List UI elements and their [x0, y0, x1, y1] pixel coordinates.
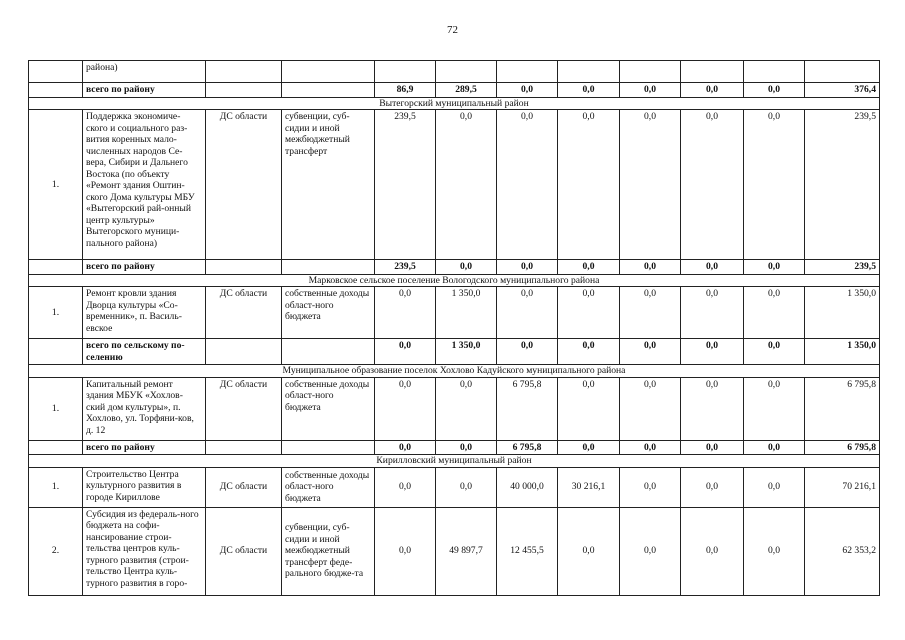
value-cell: 0,0: [744, 83, 805, 98]
customer-cell: [206, 83, 282, 98]
value-cell: 0,0: [436, 110, 497, 260]
value-cell: 0,0: [620, 467, 681, 507]
item-name-cell: района): [83, 61, 206, 83]
value-cell: 0,0: [497, 339, 558, 365]
value-cell: 70 216,1: [805, 467, 880, 507]
value-cell: 0,0: [620, 440, 681, 455]
row-number-cell: 1.: [29, 110, 83, 260]
customer-cell: [206, 339, 282, 365]
table-row: [29, 507, 880, 595]
budget-table: [28, 60, 880, 596]
value-cell: 239,5: [375, 110, 436, 260]
table-row: [29, 83, 880, 98]
customer-cell: [206, 440, 282, 455]
value-cell: 6 795,8: [805, 440, 880, 455]
table-row: [29, 377, 880, 440]
value-cell: 1 350,0: [436, 339, 497, 365]
table-row: [29, 287, 880, 339]
table-row: [29, 455, 880, 468]
value-cell: 239,5: [805, 110, 880, 260]
value-cell: 0,0: [497, 287, 558, 339]
value-cell: 0,0: [744, 377, 805, 440]
value-cell: 0,0: [375, 440, 436, 455]
value-cell: 0,0: [681, 260, 744, 275]
value-cell: 0,0: [681, 440, 744, 455]
table-row: [29, 260, 880, 275]
value-cell: 0,0: [744, 260, 805, 275]
row-number-cell: 2.: [29, 507, 83, 595]
value-cell: 0,0: [558, 110, 620, 260]
table-row: [29, 339, 880, 365]
row-number-cell: [29, 339, 83, 365]
value-cell: 0,0: [681, 467, 744, 507]
value-cell: 0,0: [558, 377, 620, 440]
customer-cell: ДС области: [206, 377, 282, 440]
value-cell: 0,0: [681, 377, 744, 440]
value-cell: 12 455,5: [497, 507, 558, 595]
value-cell: 0,0: [620, 83, 681, 98]
value-cell: 0,0: [558, 507, 620, 595]
customer-cell: ДС области: [206, 110, 282, 260]
value-cell: 0,0: [620, 110, 681, 260]
empty-cell: [436, 61, 497, 83]
row-number-cell: [29, 61, 83, 83]
customer-cell: ДС области: [206, 507, 282, 595]
value-cell: 0,0: [375, 467, 436, 507]
value-cell: 0,0: [744, 440, 805, 455]
value-cell: 0,0: [375, 339, 436, 365]
empty-cell: [497, 61, 558, 83]
value-cell: 62 353,2: [805, 507, 880, 595]
value-cell: 0,0: [436, 260, 497, 275]
value-cell: 6 795,8: [497, 377, 558, 440]
empty-cell: [558, 61, 620, 83]
row-number-cell: [29, 83, 83, 98]
value-cell: 49 897,7: [436, 507, 497, 595]
customer-cell: ДС области: [206, 287, 282, 339]
empty-cell: [375, 61, 436, 83]
source-cell: субвенции, суб-сидии и иной межбюджетный трансферт: [282, 110, 375, 260]
value-cell: 0,0: [558, 260, 620, 275]
source-cell: [282, 83, 375, 98]
table-row: [29, 274, 880, 287]
source-cell: [282, 260, 375, 275]
value-cell: 239,5: [375, 260, 436, 275]
value-cell: 0,0: [744, 287, 805, 339]
item-name-cell: Поддержка экономиче-ского и социального раз-вития коренных мало-численных народов Се-вера, Сибири и Дальнего Востока (по объекту «Ремонт здания Оштин-ского Дома культуры МБУ «Вытегорский рай-онный центр культуры» Вытегорского муници-пального района): [83, 110, 206, 260]
value-cell: 376,4: [805, 83, 880, 98]
region-heading: Муниципальное образование поселок Хохлово Кадуйского муниципального района: [29, 365, 880, 378]
source-cell: собственные доходы област-ного бюджета: [282, 287, 375, 339]
row-number-cell: 1.: [29, 287, 83, 339]
value-cell: 0,0: [744, 507, 805, 595]
item-name-cell: Строительство Центра культурного развития в городе Кириллове: [83, 467, 206, 507]
empty-cell: [681, 61, 744, 83]
region-heading: Кирилловский муниципальный район: [29, 455, 880, 468]
value-cell: 0,0: [681, 110, 744, 260]
empty-cell: [206, 61, 282, 83]
value-cell: 40 000,0: [497, 467, 558, 507]
table-row: [29, 440, 880, 455]
value-cell: 0,0: [375, 287, 436, 339]
value-cell: 6 795,8: [805, 377, 880, 440]
value-cell: 0,0: [620, 339, 681, 365]
customer-cell: ДС области: [206, 467, 282, 507]
table-row: [29, 365, 880, 378]
value-cell: 0,0: [681, 339, 744, 365]
source-cell: [282, 440, 375, 455]
value-cell: 0,0: [558, 440, 620, 455]
value-cell: 1 350,0: [805, 339, 880, 365]
value-cell: 0,0: [436, 467, 497, 507]
region-heading: Марковское сельское поселение Вологодского муниципального района: [29, 274, 880, 287]
value-cell: 0,0: [497, 83, 558, 98]
total-label: всего по району: [83, 83, 206, 98]
item-name-cell: Субсидия из федераль-ного бюджета на софи-нансирование строи-тельства центров куль-турного развития (строи-тельство Центра куль-турного развития в горо-: [83, 507, 206, 595]
row-number-cell: 1.: [29, 467, 83, 507]
source-cell: собственные доходы област-ного бюджета: [282, 467, 375, 507]
source-cell: [282, 339, 375, 365]
table-row: [29, 467, 880, 507]
value-cell: 0,0: [558, 83, 620, 98]
table-row: [29, 97, 880, 110]
total-label: всего по району: [83, 260, 206, 275]
table-row: [29, 61, 880, 83]
item-name-cell: Капитальный ремонт здания МБУК «Хохлов-ский дом культуры», п. Хохлово, ул. Торфяни-ков, д. 12: [83, 377, 206, 440]
value-cell: 30 216,1: [558, 467, 620, 507]
empty-cell: [805, 61, 880, 83]
empty-cell: [282, 61, 375, 83]
source-cell: собственные доходы област-ного бюджета: [282, 377, 375, 440]
row-number-cell: [29, 260, 83, 275]
value-cell: 0,0: [681, 287, 744, 339]
value-cell: 0,0: [497, 260, 558, 275]
source-cell: субвенции, суб-сидии и иной межбюджетный трансферт феде-рального бюдже-та: [282, 507, 375, 595]
value-cell: 1 350,0: [436, 287, 497, 339]
value-cell: 0,0: [744, 339, 805, 365]
value-cell: 0,0: [497, 110, 558, 260]
total-label: всего по району: [83, 440, 206, 455]
value-cell: 0,0: [620, 287, 681, 339]
value-cell: 239,5: [805, 260, 880, 275]
value-cell: 0,0: [375, 507, 436, 595]
row-number-cell: 1.: [29, 377, 83, 440]
empty-cell: [620, 61, 681, 83]
region-heading: Вытегорский муниципальный район: [29, 97, 880, 110]
value-cell: 0,0: [620, 507, 681, 595]
value-cell: 0,0: [681, 83, 744, 98]
value-cell: 0,0: [620, 260, 681, 275]
value-cell: 86,9: [375, 83, 436, 98]
value-cell: 0,0: [744, 110, 805, 260]
page-number: 72: [447, 24, 458, 36]
value-cell: 0,0: [681, 507, 744, 595]
value-cell: 0,0: [558, 339, 620, 365]
total-label: всего по сельскому по-селению: [83, 339, 206, 365]
value-cell: 0,0: [558, 287, 620, 339]
value-cell: 1 350,0: [805, 287, 880, 339]
value-cell: 0,0: [744, 467, 805, 507]
value-cell: 0,0: [620, 377, 681, 440]
value-cell: 6 795,8: [497, 440, 558, 455]
customer-cell: [206, 260, 282, 275]
table-row: [29, 110, 880, 260]
empty-cell: [744, 61, 805, 83]
item-name-cell: Ремонт кровли здания Дворца культуры «Со-временник», п. Василь-евское: [83, 287, 206, 339]
value-cell: 0,0: [436, 377, 497, 440]
value-cell: 289,5: [436, 83, 497, 98]
value-cell: 0,0: [375, 377, 436, 440]
row-number-cell: [29, 440, 83, 455]
value-cell: 0,0: [436, 440, 497, 455]
